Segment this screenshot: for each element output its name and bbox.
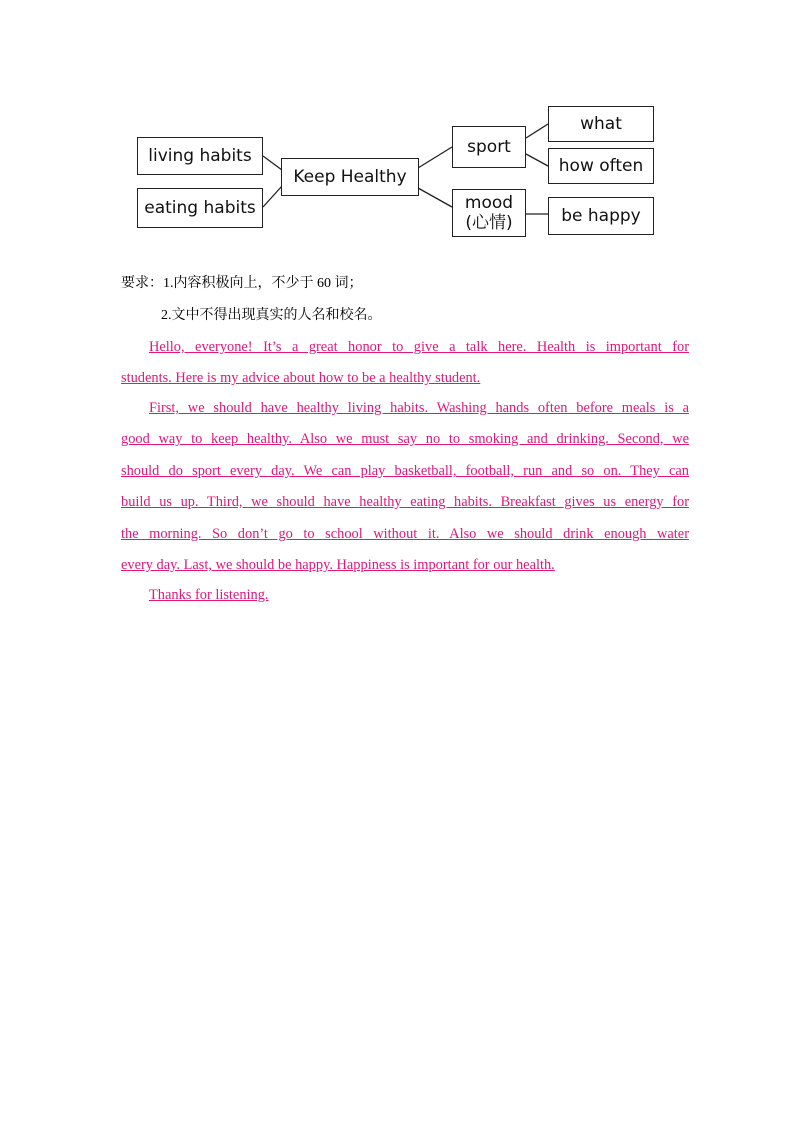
- node-mood-sublabel: (心情): [465, 213, 513, 233]
- essay-line: Thanks for listening.: [149, 587, 269, 603]
- essay-line: the morning. So don’t go to school without it. Also we should drink enough water: [121, 526, 689, 542]
- node-mood: [452, 189, 526, 237]
- essay-line: good way to keep healthy. Also we must say no to smoking and drinking. Second, we: [121, 431, 689, 447]
- node-eating-habits-label: eating habits: [144, 198, 256, 218]
- connector-how-often: [526, 154, 548, 166]
- node-living-habits-label: living habits: [148, 146, 252, 166]
- mind-map-connectors: [0, 0, 800, 260]
- node-eating-habits: [137, 188, 263, 228]
- node-what: [548, 106, 654, 142]
- node-sport: [452, 126, 526, 168]
- connector-eating-habits: [263, 186, 282, 207]
- essay-line: students. Here is my advice about how to be a healthy student.: [121, 370, 481, 386]
- essay-line: First, we should have healthy living habits. Washing hands often before meals is a: [149, 400, 689, 416]
- node-what-label: what: [580, 114, 622, 134]
- connector-mood: [418, 188, 452, 207]
- node-keep-healthy-label: Keep Healthy: [293, 167, 407, 187]
- connector-living-habits: [263, 156, 282, 170]
- node-living-habits: [137, 137, 263, 175]
- requirement-line-1: 要求：1.内容积极向上，不少于 60 词；: [121, 276, 363, 291]
- essay-line: every day. Last, we should be happy. Happiness is important for our health.: [121, 557, 555, 573]
- node-how-often-label: how often: [558, 156, 644, 176]
- connector-sport: [418, 147, 452, 168]
- node-be-happy-label: be happy: [561, 206, 641, 226]
- requirement-line-2: 2.文中不得出现真实的人名和校名。: [161, 308, 382, 323]
- node-keep-healthy: [281, 158, 419, 196]
- connector-what: [526, 124, 548, 138]
- node-mood-label: mood: [464, 193, 514, 213]
- node-how-often: [548, 148, 654, 184]
- essay-line: build us up. Third, we should have healthy eating habits. Breakfast gives us energy for: [121, 494, 689, 510]
- essay-line: should do sport every day. We can play basketball, football, run and so on. They can: [121, 463, 689, 479]
- essay-line: Hello, everyone! It’s a great honor to give a talk here. Health is important for: [149, 339, 689, 355]
- node-sport-label: sport: [467, 137, 511, 157]
- node-be-happy: [548, 197, 654, 235]
